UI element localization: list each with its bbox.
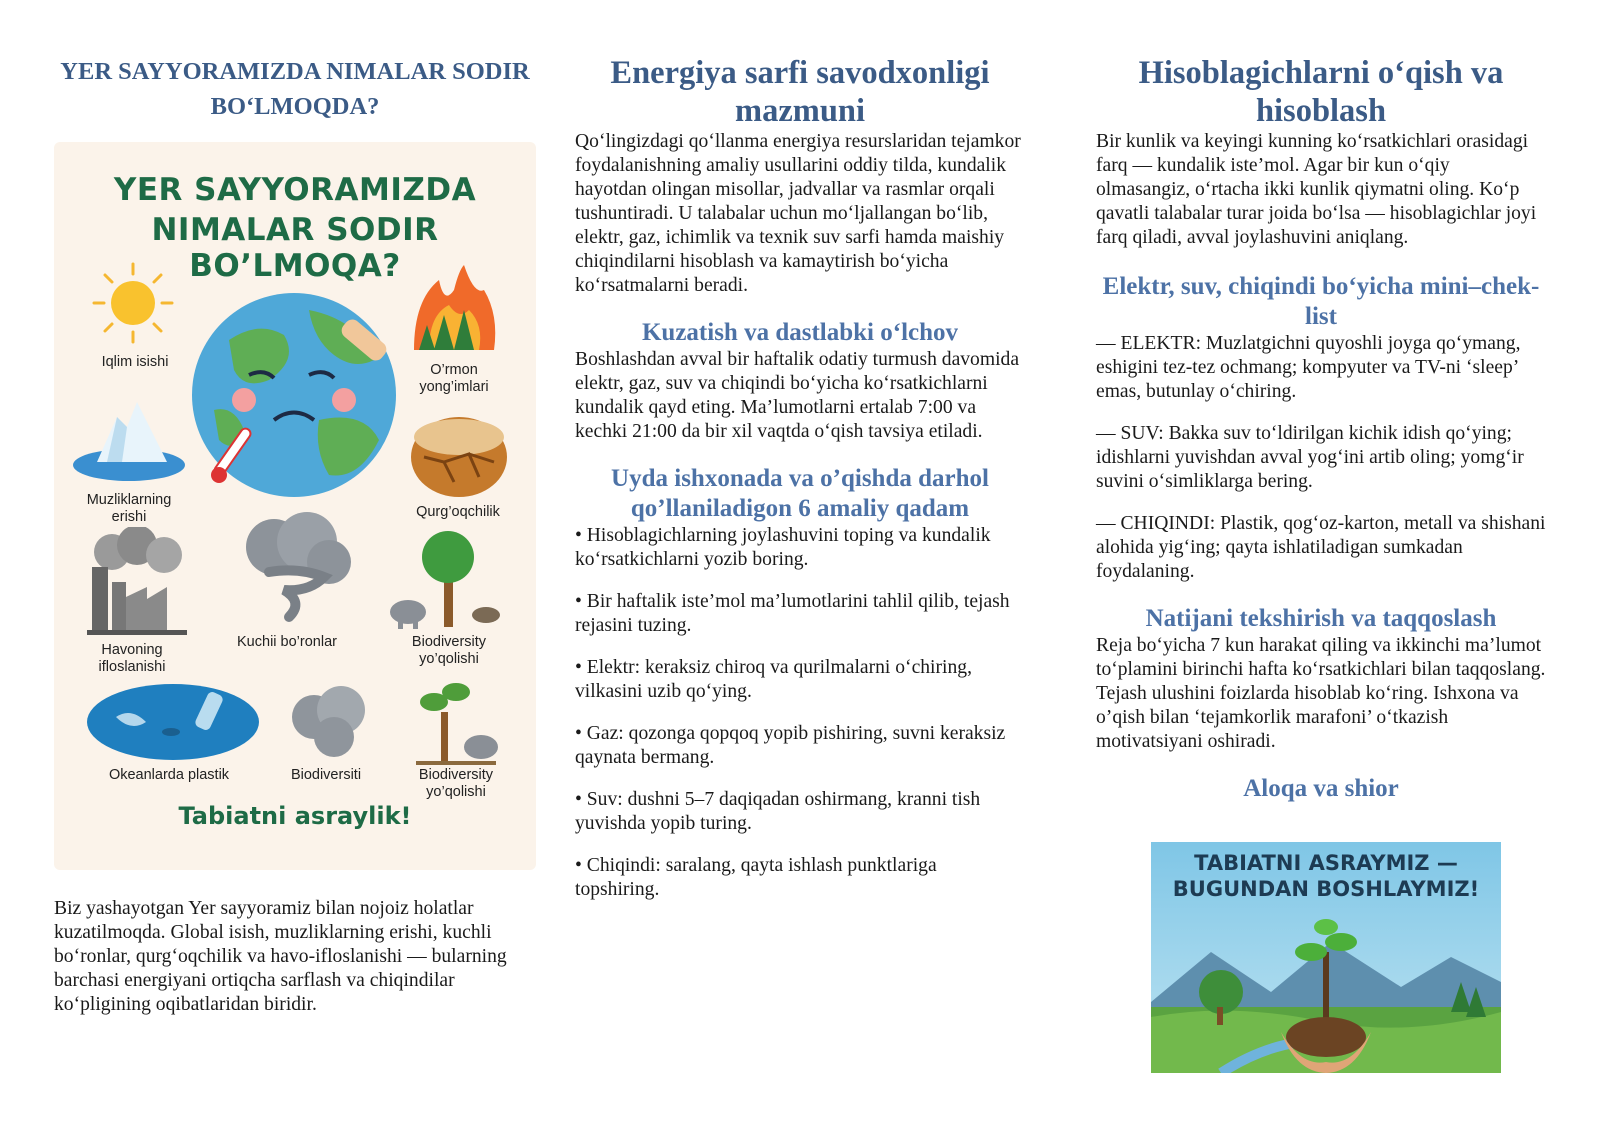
- middle-heading: Energiya sarfi savodxonligi mazmuni: [610, 55, 990, 129]
- right-intro: Bir kunlik va keyingi kunning ko‘rsatkichlari orasidagi farq — kundalik iste’mol. Agar bir kun o‘qiy olmasangiz, o‘rtacha ikki kunlik qiymatni oling. Ko‘p qavatli talabalar turar joida bo‘lsa — hisoblagichlar joyi farq qiladi, avval joylashuvini aniqlang.: [1096, 131, 1537, 248]
- climate-poster: [54, 142, 536, 870]
- poster-title-line1: YER SAYYORAMIZDA: [113, 172, 477, 208]
- step-item: • Chiqindi: saralang, qayta ishlash punktlariga topshiring.: [575, 855, 937, 900]
- storm-icon: [229, 512, 359, 632]
- label-okean: Okeanlarda plastik: [108, 767, 230, 783]
- step-item: • Bir haftalik iste’mol ma’lumotlarini tahlil qilib, tejash rejasini tuzing.: [575, 591, 1010, 636]
- label-biodiv3: Biodiversity yo’qolishi: [418, 767, 494, 800]
- banner-text: [1151, 850, 1501, 902]
- step-item: • Hisoblagichlarning joylashuvini toping va kundalik ko‘rsatkichlarni yozib boring.: [575, 525, 991, 570]
- checklist-item: — ELEKTR: Muzlatgichni quyoshli joyga qo‘ymang, eshigini tez-tez ochmang; kompyuter va TV-ni ‘sleep’ emas, butunlay o‘chiring.: [1096, 333, 1521, 402]
- drought-icon: [409, 412, 509, 502]
- middle-subheading-1: Kuzatish va dastlabki o‘lchov: [641, 319, 959, 346]
- biodiversity-tree-icon: [386, 527, 511, 632]
- right-heading: Hisoblagichlarni o‘qish va hisoblash: [1138, 55, 1504, 129]
- checklist: [1096, 332, 1546, 584]
- checklist-item: — SUV: Bakka suv to‘ldirilgan kichik idish qo‘ying; idishlarni yuvishdan avval yog‘ini artib oling; yomg‘ir suvini o‘simliklarga bering.: [1096, 423, 1524, 492]
- smoke-icon: [279, 672, 379, 762]
- column-middle: [575, 0, 1025, 920]
- step-item: • Gaz: qozonga qopqoq yopib pishiring, suvni keraksiz qaynata bermang.: [575, 723, 1006, 768]
- factory-pollution-icon: [82, 527, 192, 637]
- sad-earth-icon: [189, 290, 399, 500]
- right-subheading-2: Natijani tekshirish va taqqoslash: [1145, 605, 1497, 632]
- ocean-plastic-icon: [86, 677, 261, 762]
- middle-intro: Qo‘lingizdagi qo‘llanma energiya resurslaridan tejamkor foydalanishning amaliy usullarini oddiy tilda, kundalik hayotdan olingan misollar, jadvallar va rasmlar orqali tushuntiradi. U talabalar uchun mo‘ljallangan bo‘lib, elektr, gaz, ichimlik va texnik suv sarfi hamda maishiy chiqindilarni hisoblash va kamaytirish bo‘yicha ko‘rsatmalarni beradi.: [575, 131, 1021, 296]
- checklist-item: — CHIQINDI: Plastik, qog‘oz-karton, metall va shishani alohida yig‘ing; qayta ishlatiladigan sumkadan foydalaning.: [1096, 513, 1546, 582]
- left-paragraph: Biz yashayotgan Yer sayyoramiz bilan nojoiz holatlar kuzatilmoqda. Global isish, muzliklarning erishi, kuchli bo‘ronlar, qurg‘oqchilik va havo-ifloslanishi — bularning barchasi energiyani ortiqcha sarflash va chiqindilar ko‘pligining oqibatlaridan biridir.: [54, 898, 507, 1015]
- label-havo: Havoning ifloslanishi: [98, 642, 166, 675]
- banner-line2: BUGUNDAN BOSHLAYMIZ!: [1172, 877, 1480, 901]
- poster-slogan: Tabiatni asraylik!: [178, 802, 412, 830]
- steps-list: [575, 524, 1025, 902]
- label-bo-ron: Kuchii bo’ronlar: [237, 634, 337, 650]
- middle-subheading-2: Uyda ishxonada va o’qishda darhol qo’llaniladigon 6 amaliy qadam: [611, 465, 989, 522]
- poster-title-line2: NIMALAR SODIR BO’LMOQA?: [151, 212, 439, 284]
- label-iqlim: Iqlim isishi: [101, 354, 169, 370]
- middle-sub1-text: Boshlashdan avval bir haftalik odatiy turmush davomida elektr, gaz, suv va chiqindi bo‘yicha ko‘rsatkichlarni kundalik qayd eting. Ma’lumotlarni ertalab 7:00 va kechki 21:00 da bir xil vaqtda o‘qish tavsiya etiladi.: [575, 349, 1020, 442]
- melting-glacier-icon: [72, 397, 187, 487]
- forest-fire-icon: [404, 260, 504, 360]
- label-muzlik: Muzliklarning erishi: [86, 492, 172, 525]
- step-item: • Elektr: keraksiz chiroq va qurilmalarni o‘chiring, vilkasini uzib qo‘ying.: [575, 657, 972, 702]
- column-right: [1096, 0, 1546, 804]
- right-sub2-text: Reja bo‘yicha 7 kun harakat qiling va ikkinchi ma’lumot to‘plamini birinchi hafta ko‘rsatkichlari bilan taqqoslang. Tejash ulushini foizlarda hisoblab ko‘ring. Ishxona va o’qish bilan ‘tejamkorlik marafoni’ o‘tkazish motivatsiyani oshiradi.: [1096, 635, 1546, 752]
- step-item: • Suv: dushni 5–7 daqiqadan oshirmang, kranni tish yuvishda yopib turing.: [575, 789, 981, 834]
- label-biodiv1: Biodiversity yo’qolishi: [411, 634, 487, 667]
- tree-elephant-icon: [406, 677, 506, 767]
- label-biodiv2: Biodiversiti: [290, 767, 362, 783]
- sun-icon: [90, 260, 176, 346]
- right-subheading-3: Aloqa va shior: [1243, 775, 1399, 802]
- banner-line1: TABIATNI ASRAYMIZ —: [1194, 851, 1458, 875]
- label-ormon: O’rmon yong’imlari: [419, 362, 489, 395]
- left-heading: YER SAYYORAMIZDA NIMALAR SODIR BO‘LMOQDA?: [60, 58, 530, 120]
- right-subheading-1: Elektr, suv, chiqindi bo‘yicha mini–chek-list: [1102, 273, 1540, 330]
- slogan-banner: [1151, 842, 1501, 1073]
- label-qurgoq: Qurg’oqchilik: [416, 504, 500, 520]
